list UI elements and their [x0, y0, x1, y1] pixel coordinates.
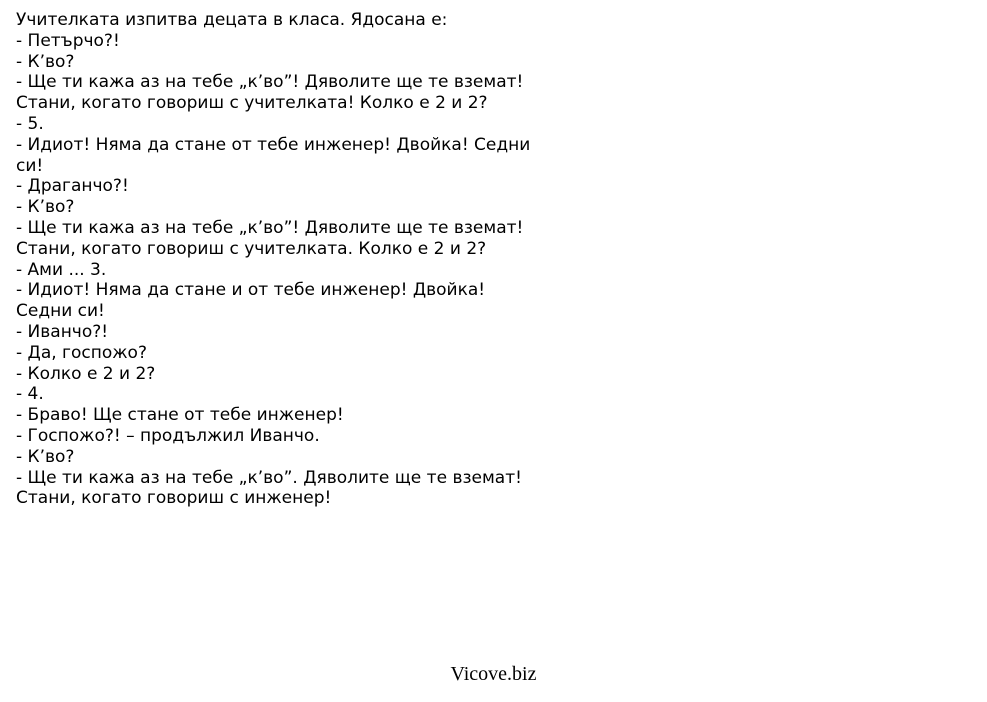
- joke-line: - Госпожо?! – продължил Иванчо.: [16, 425, 320, 446]
- joke-line: - 5.: [16, 113, 44, 134]
- joke-line: - Ще ти кажа аз на тебе „к’во”. Дяволите ще те вземат!: [16, 467, 522, 488]
- joke-text: [16, 10, 576, 509]
- joke-line: си!: [16, 155, 44, 176]
- joke-line: - Колко е 2 и 2?: [16, 363, 156, 384]
- joke-line: - Ще ти кажа аз на тебе „к’во”! Дяволите ще те вземат!: [16, 72, 524, 93]
- site-watermark: Vicove.biz: [450, 663, 537, 685]
- joke-line: - К’во?: [16, 197, 75, 218]
- joke-line: - Ами ... 3.: [16, 259, 107, 280]
- joke-line: - Драганчо?!: [16, 176, 129, 197]
- joke-line: Стани, когато говориш с учителката. Колко е 2 и 2?: [16, 238, 487, 259]
- joke-line: - Браво! Ще стане от тебе инженер!: [16, 405, 344, 426]
- joke-line: - Ще ти кажа аз на тебе „к’во”! Дяволите ще те вземат!: [16, 217, 524, 238]
- joke-line: - Иванчо?!: [16, 321, 109, 342]
- joke-line: - 4.: [16, 384, 44, 405]
- joke-line: - Петърчо?!: [16, 30, 120, 51]
- joke-line: - Да, госпожо?: [16, 342, 147, 363]
- joke-line: - К’во?: [16, 446, 75, 467]
- joke-line: - Идиот! Няма да стане от тебе инженер! Двойка! Седни: [16, 134, 531, 155]
- joke-line: Учителката изпитва децата в класа. Ядосана е:: [16, 10, 448, 30]
- joke-line: Стани, когато говориш с инженер!: [16, 488, 332, 509]
- joke-line: Стани, когато говориш с учителката! Колко е 2 и 2?: [16, 93, 488, 114]
- joke-line: - К’во?: [16, 51, 75, 72]
- joke-line: Седни си!: [16, 301, 105, 322]
- joke-line: - Идиот! Няма да стане и от тебе инженер! Двойка!: [16, 280, 486, 301]
